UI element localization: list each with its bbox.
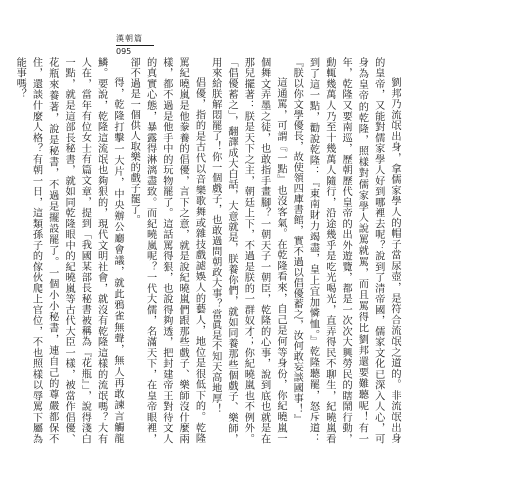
page-number: 095 <box>116 47 132 56</box>
paragraph: 劉邦乃流氓出身，拿儒家學人的帽子當尿壺，是符合流氓之道的。非流氓出身的皇帝，又能對儒家學人好到哪裡去呢？說到了清帝國，儒家文化已深入人心，可身為皇帝的乾隆，照樣對儒家學人說罵就罵，而且罵得比劉邦還要難聽呢！有一年，乾隆又要南巡，歷朝歷代皇帝的出外遊覽，都是一次次大興勞民的瞎鬧行動，動輒幾萬人乃至十幾萬人隨行，沿途幾乎是吃光喝光，直弄得民不聊生，紀曉嵐看到了這一點，勸說乾隆：『東南財力竭盡，皇上宜加憐恤。』乾隆聽罷，怒斥道：『朕以你文學優長，故使領四庫書館，實不過以倡優蓄之，汝何敢妄談國事！』 <box>291 57 400 444</box>
running-head <box>116 34 154 57</box>
book-title: 漢朝篇 <box>116 34 154 46</box>
paragraph: 得，乾隆打擊一大片，中央辦公廳會議，就此鴉雀無聲，無人再敢諫言觸龍鱗。要說，乾隆這流氓也夠狠的，現代文明社會，就沒有乾隆這樣的流氓嗎？大有人在，當年有位女士有篇文章，提到「我國某部長秘書被稱為『花瓶』」，說得淺白一點，就是這部長秘書，就如同乾隆眼中的紀曉嵐等古代大臣一樣，被當作倡優、花瓶來養著，說是秘書，不過是擺設罷了。一個小小秘書，連自己的尊嚴都保不住，還談什麼人格？有朝一日，這類孫子的傢伙爬上官位，不也照樣以辱罵下屬為能事嗎？ <box>14 57 123 444</box>
body-text <box>11 57 402 444</box>
paragraph: 這通罵，可謂『一點』也沒客氣。在乾隆看來，自己是何等身份，你紀曉嵐一個舞文弄墨之徒，也敢指手畫腳？一朝天子一朝臣，乾隆的心事，說到底也就是在那兒擺著：朕是天下之主，朝廷上下，不過是朕的一群奴才；你紀曉嵐也不例外。「倡優蓄之」，翻譯成大白話，大意就是，朕養你們，就如同養那些個戲子、樂師，用來給朕解悶罷了！你一個戲子，也敢過問朝政大事？當眞是不知天高地厚！ <box>209 57 286 444</box>
paragraph: 倡優，指的是古代以音樂歌舞或雜技戲謔娛人的藝人，地位是很低下的。乾隆罵紀曉嵐是他豢養的倡優，言下之意，就是說紀曉嵐們跟那些戲子、樂師沒什麼兩樣，都不過是他手中的玩物罷了。這話罵得狠，也說得夠透，把封建帝王對待文人的真實心態，暴露得淋漓盡致。而紀曉嵐呢？一代大儒，名滿天下，在皇帝眼裡，卻不過是一個供人取樂的戲子罷了。 <box>128 57 205 444</box>
